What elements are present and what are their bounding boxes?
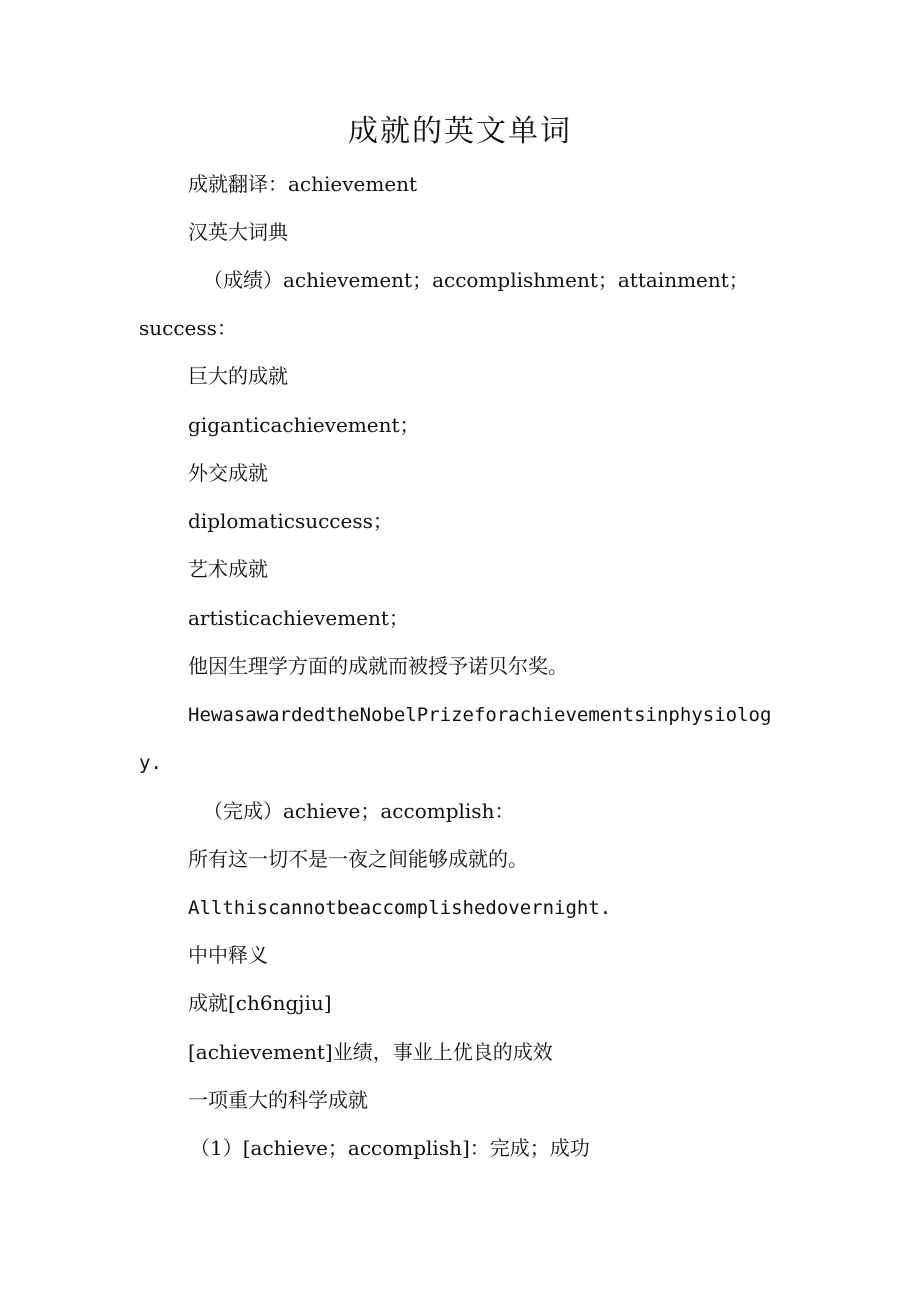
text-line: giganticachievement； (188, 413, 420, 437)
text-line: diplomaticsuccess； (188, 509, 393, 533)
text-line: y. (139, 752, 162, 774)
text-line: 所有这一切不是一夜之间能够成就的。 (188, 847, 528, 871)
text-line: 巨大的成就 (188, 364, 288, 388)
text-line: Allthiscannotbeaccomplishedovernight. (188, 897, 612, 919)
text-line: 他因生理学方面的成就而被授予诺贝尔奖。 (188, 654, 568, 678)
text-line: HewasawardedtheNobelPrizeforachievementsinphysiolog (188, 704, 772, 726)
text-line: 成就[ch6ngjiu] (188, 991, 332, 1015)
text-line: 汉英大词典 (188, 220, 288, 244)
text-line: （1）[achieve；accomplish]：完成；成功 (190, 1136, 590, 1160)
text-line: [achievement]业绩，事业上优良的成效 (188, 1040, 553, 1064)
text-line: success： (139, 316, 237, 340)
text-line: 一项重大的科学成就 (188, 1088, 368, 1112)
document-title: 成就的英文单词 (348, 114, 572, 149)
text-line: 中中释义 (188, 943, 268, 967)
text-line: （成绩）achievement；accomplishment；attainment； (203, 268, 749, 292)
text-line: （完成）achieve；accomplish： (203, 799, 515, 823)
text-line: 艺术成就 (188, 557, 268, 581)
text-line: 成就翻译：achievement (188, 172, 418, 196)
text-line: artisticachievement； (188, 606, 409, 630)
text-line: 外交成就 (188, 461, 268, 485)
